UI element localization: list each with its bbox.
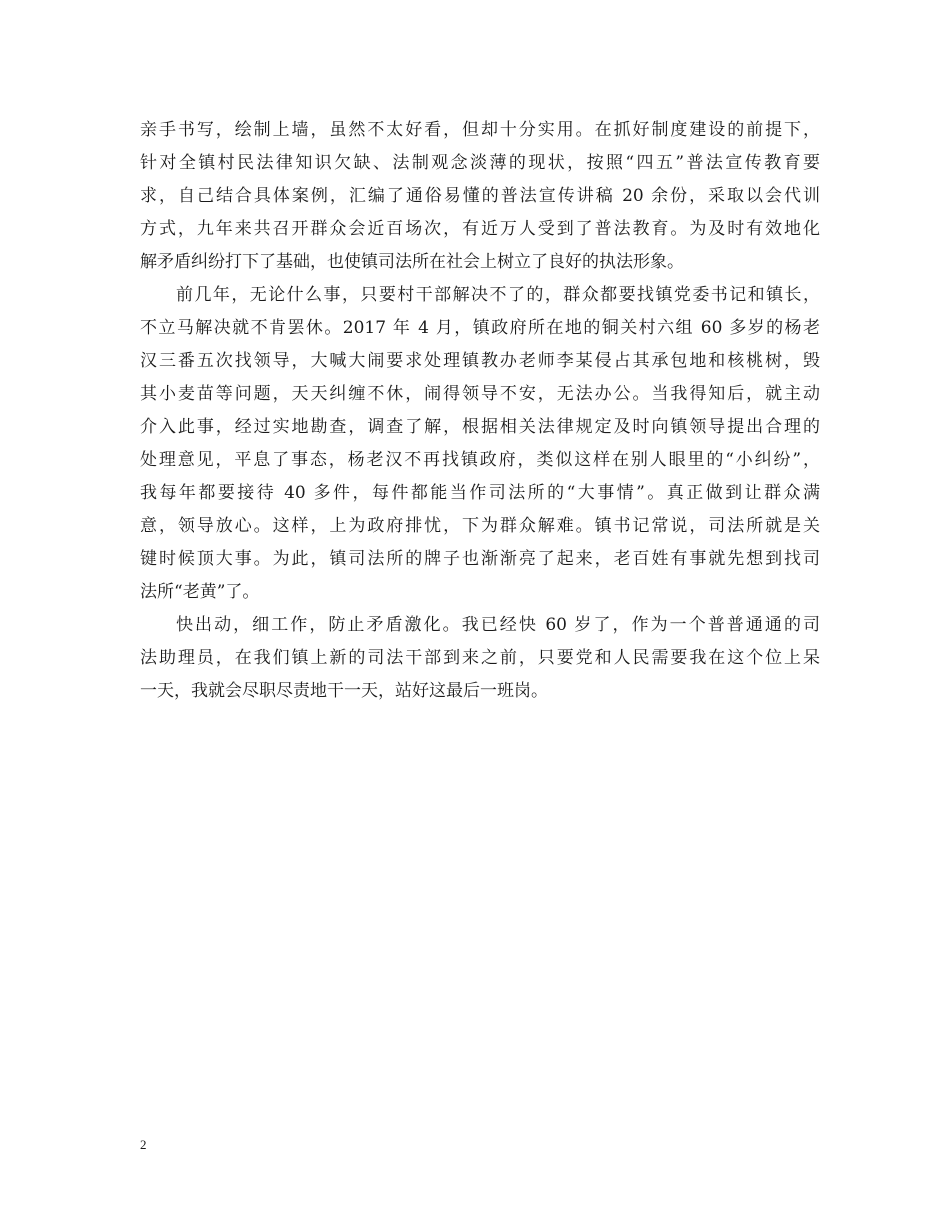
paragraph-2: [140, 279, 820, 609]
page-number: 2: [140, 1137, 147, 1152]
text-line: 一天，我就会尽职尽责地干一天，站好这最后一班岗。: [140, 681, 548, 701]
text-line: 法助理员，在我们镇上新的司法干部到来之前，只要党和人民需要我在这个位上呆: [140, 648, 820, 668]
document-body: [140, 114, 820, 708]
text-line: 汉三番五次找领导，大喊大闹要求处理镇教办老师李某侵占其承包地和核桃树，毁: [140, 351, 820, 371]
text-line: 针对全镇村民法律知识欠缺、法制观念淡薄的现状，按照“四五”普法宣传教育要: [140, 153, 820, 173]
text-line: 我每年都要接待 40 多件，每件都能当作司法所的“大事情”。真正做到让群众满: [140, 483, 820, 503]
text-line: 快出动，细工作，防止矛盾激化。我已经快 60 岁了，作为一个普普通通的司: [176, 615, 820, 635]
text-line: 其小麦苗等问题，天天纠缠不休，闹得领导不安，无法办公。当我得知后，就主动: [140, 384, 820, 404]
paragraph-3: [140, 609, 820, 708]
text-line: 求，自己结合具体案例，汇编了通俗易懂的普法宣传讲稿 20 余份，采取以会代训: [140, 186, 820, 206]
text-line: 意，领导放心。这样，上为政府排忧，下为群众解难。镇书记常说，司法所就是关: [140, 516, 820, 536]
text-line: 不立马解决就不肯罢休。2017 年 4 月，镇政府所在地的铜关村六组 60 多岁的杨老: [140, 318, 820, 338]
paragraph-1: [140, 114, 820, 279]
text-line: 法所“老黄”了。: [140, 582, 260, 602]
text-line: 亲手书写，绘制上墙，虽然不太好看，但却十分实用。在抓好制度建设的前提下，: [140, 120, 820, 140]
text-line: 解矛盾纠纷打下了基础，也使镇司法所在社会上树立了良好的执法形象。: [140, 252, 684, 272]
text-line: 前几年，无论什么事，只要村干部解决不了的，群众都要找镇党委书记和镇长，: [176, 285, 820, 305]
text-line: 介入此事，经过实地勘查，调查了解，根据相关法律规定及时向镇领导提出合理的: [140, 417, 820, 437]
text-line: 处理意见，平息了事态，杨老汉不再找镇政府，类似这样在别人眼里的“小纠纷”，: [140, 450, 820, 470]
text-line: 方式，九年来共召开群众会近百场次，有近万人受到了普法教育。为及时有效地化: [140, 219, 820, 239]
text-line: 键时候顶大事。为此，镇司法所的牌子也渐渐亮了起来，老百姓有事就先想到找司: [140, 549, 820, 569]
